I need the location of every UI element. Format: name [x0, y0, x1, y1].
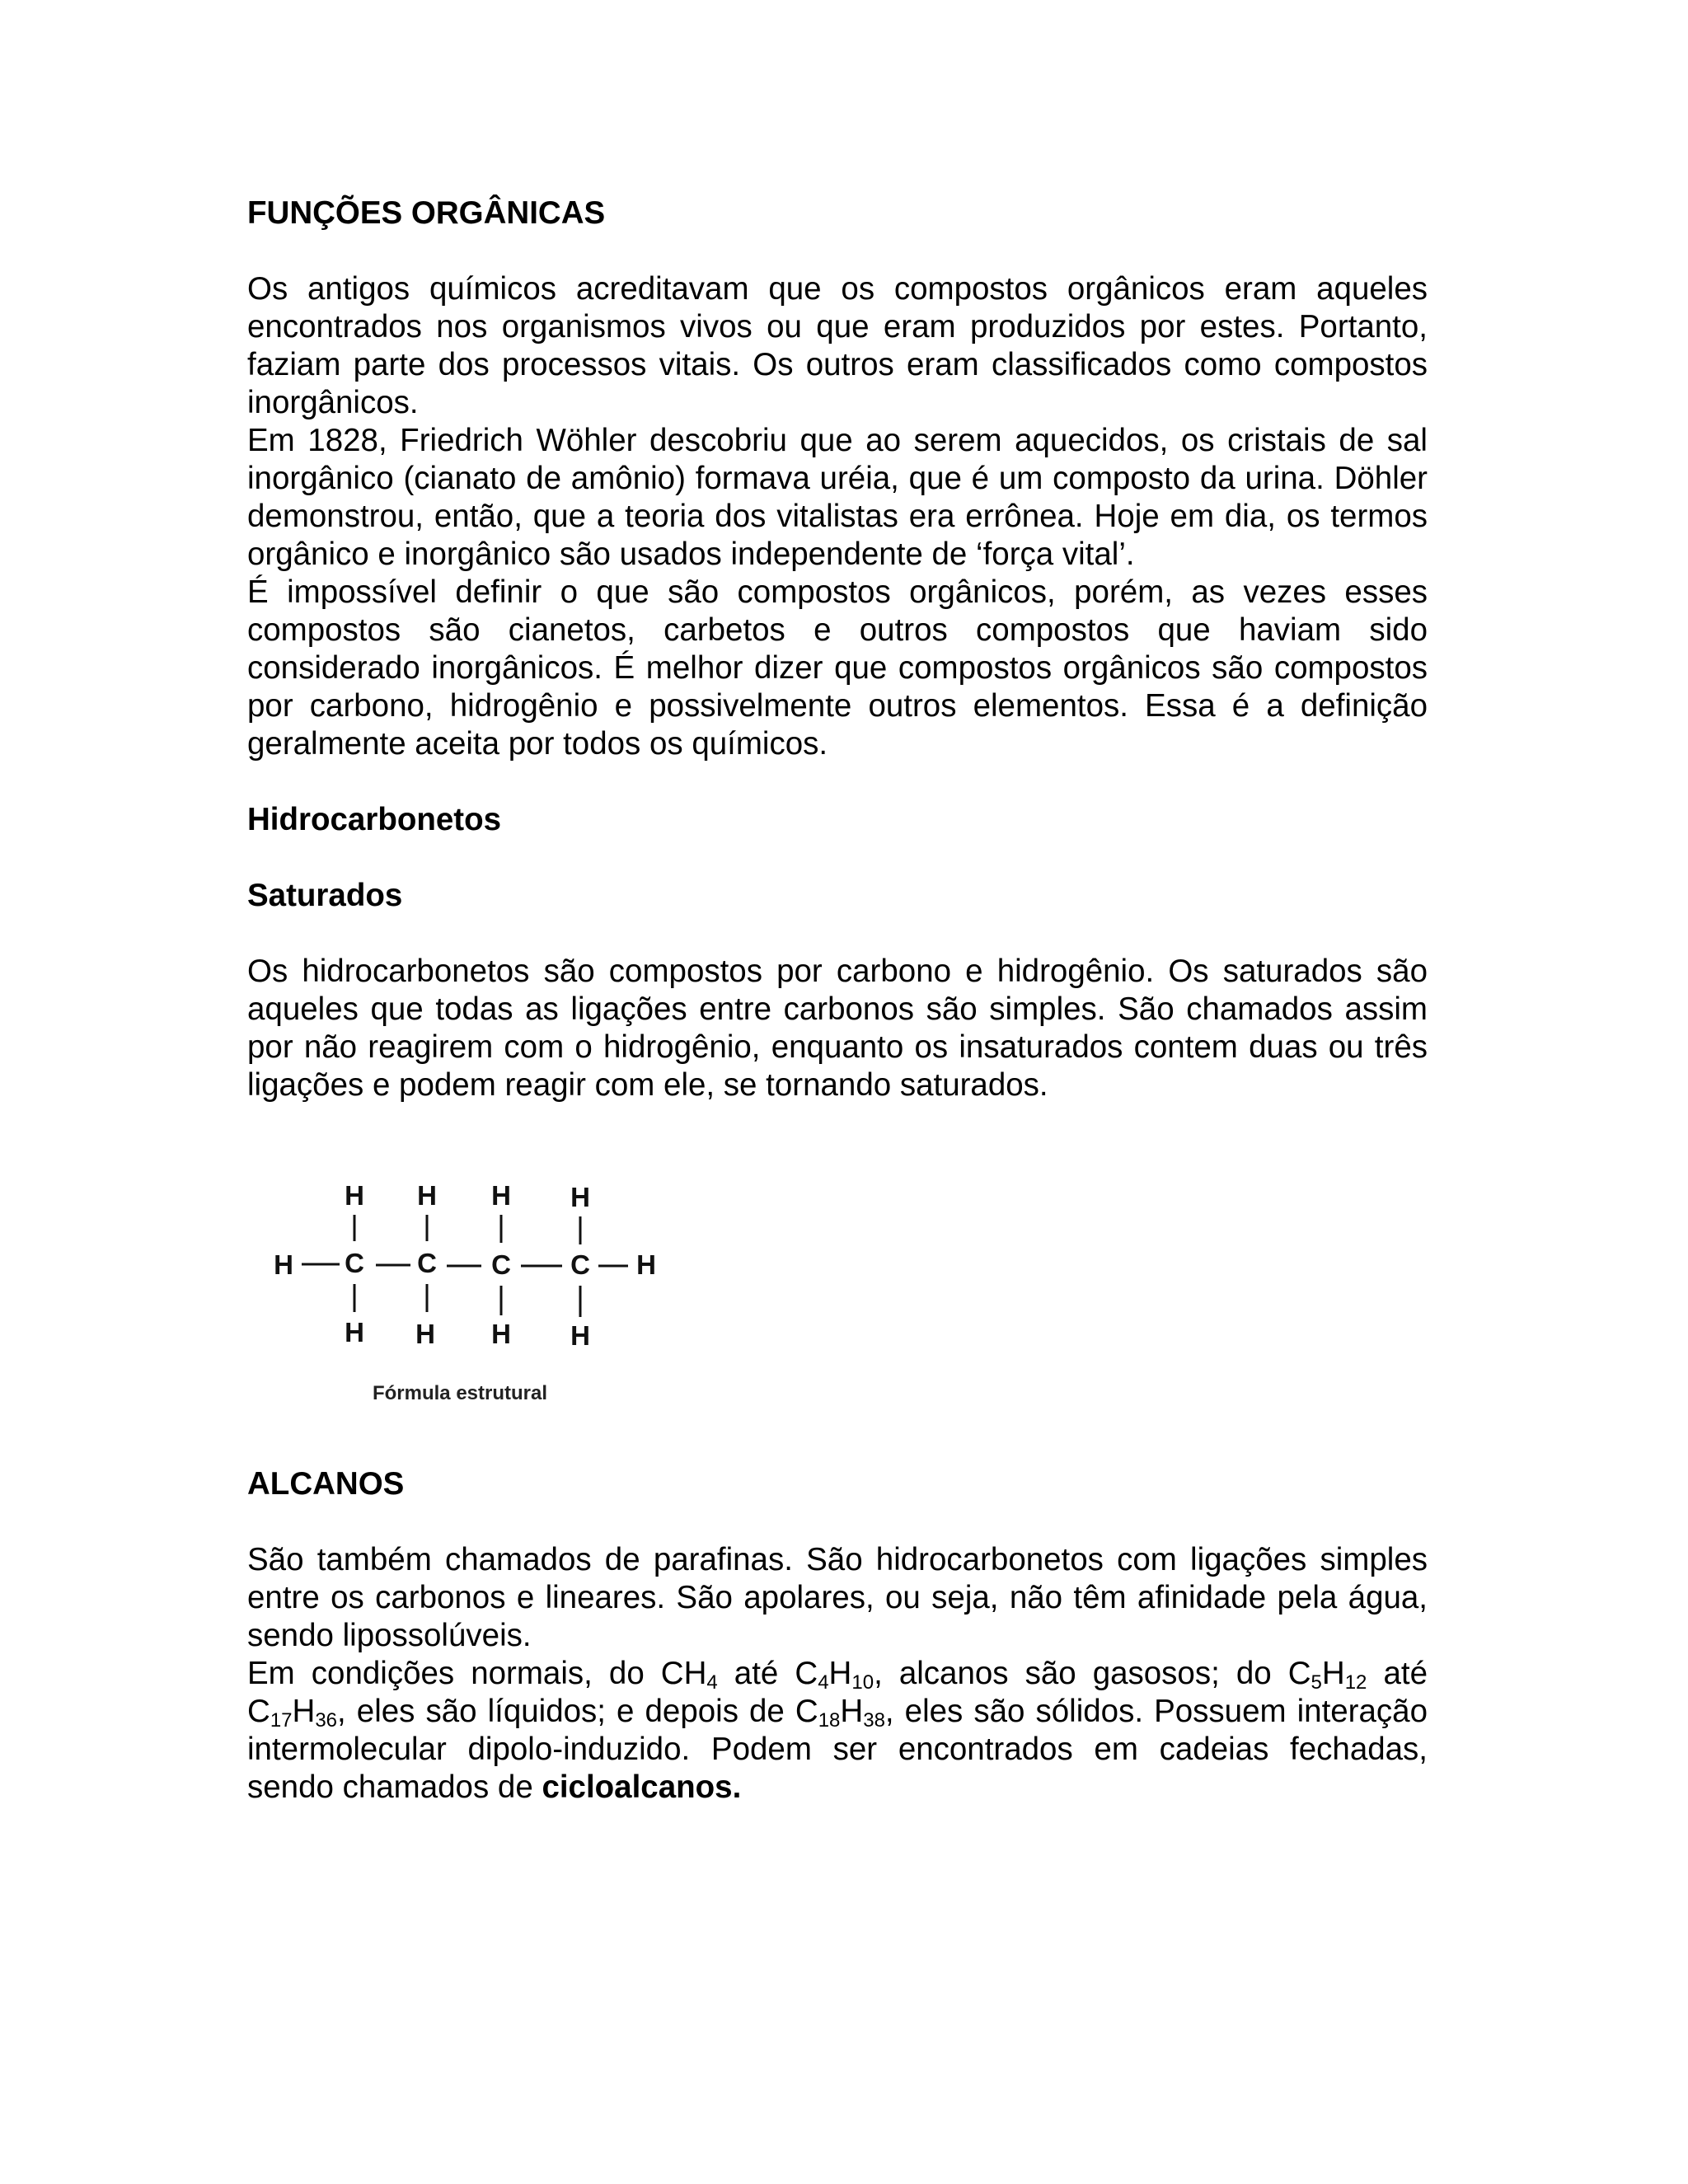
document-page [247, 194, 1428, 1807]
atom-h-left: H [274, 1249, 293, 1280]
alcanos-paragraph-1: São também chamados de parafinas. São hidrocarbonetos com ligações simples entre os carbonos e lineares. São apolares, ou seja, não têm afinidade pela água, sendo lipossolúveis. [247, 1542, 1428, 1653]
atom-h-top-3: H [491, 1180, 511, 1211]
atom-h-bottom-4: H [570, 1320, 590, 1351]
page-title: FUNÇÕES ORGÂNICAS [247, 195, 606, 231]
atom-h-bottom-3: H [491, 1319, 511, 1349]
figure-caption: Fórmula estrutural [372, 1382, 548, 1404]
section-heading-hidrocarbonetos: Hidrocarbonetos [247, 802, 502, 837]
atom-c-4: C [570, 1249, 590, 1280]
atom-h-top-1: H [345, 1180, 364, 1211]
subsection-heading-saturados: Saturados [247, 878, 403, 913]
atom-h-bottom-2: H [415, 1319, 435, 1349]
intro-paragraph-2: Em 1828, Friedrich Wöhler descobriu que ao serem aquecidos, os cristais de sal inorgânico (cianato de amônio) formava uréia, que é um composto da urina. Döhler demonstrou, então, que a teoria dos vitalistas era errônea. Hoje em dia, os termos orgânico e inorgânico são usados independente de ‘força vital’. [247, 423, 1428, 572]
atom-h-top-2: H [417, 1180, 437, 1211]
butane-structural-formula [262, 1180, 691, 1465]
atom-h-right: H [636, 1249, 656, 1280]
structural-formula-figure [262, 1180, 1428, 1465]
intro-paragraph-3: É impossível definir o que são compostos orgânicos, porém, as vezes esses compostos são cianetos, carbetos e outros compostos que haviam sido considerado inorgânicos. É melhor dizer que compostos orgânicos são compostos por carbono, hidrogênio e possivelmente outros elementos. Essa é a definição geralmente aceita por todos os químicos. [247, 574, 1428, 762]
atom-h-bottom-1: H [345, 1317, 364, 1347]
cicloalcanos-term: cicloalcanos. [542, 1769, 742, 1805]
atom-c-3: C [491, 1249, 511, 1280]
alcanos-paragraph-2: Em condições normais, do $CH_4$ até $C_4H_{10}$, alcanos são gasosos; do $C_5H_{12}$ até $C_{17}H_{36}$, eles são líquidos; e depois de $C_{18}H_{38}$, eles são sólidos. Possuem interação intermolecular dipolo-induzido. Podem ser encontrados em cadeias fechadas, sendo chamados de cicloalcanos. [247, 1656, 1428, 1805]
atom-c-1: C [345, 1248, 364, 1278]
section-heading-alcanos: ALCANOS [247, 1466, 405, 1502]
saturados-paragraph: Os hidrocarbonetos são compostos por carbono e hidrogênio. Os saturados são aqueles que todas as ligações entre carbonos são simples. São chamados assim por não reagirem com o hidrogênio, enquanto os insaturados contem duas ou três ligações e podem reagir com ele, se tornando saturados. [247, 954, 1428, 1103]
intro-paragraph-1: Os antigos químicos acreditavam que os compostos orgânicos eram aqueles encontrados nos organismos vivos ou que eram produzidos por estes. Portanto, faziam parte dos processos vitais. Os outros eram classificados como compostos inorgânicos. [247, 271, 1428, 420]
atom-c-2: C [417, 1248, 437, 1278]
atom-h-top-4: H [570, 1182, 590, 1212]
